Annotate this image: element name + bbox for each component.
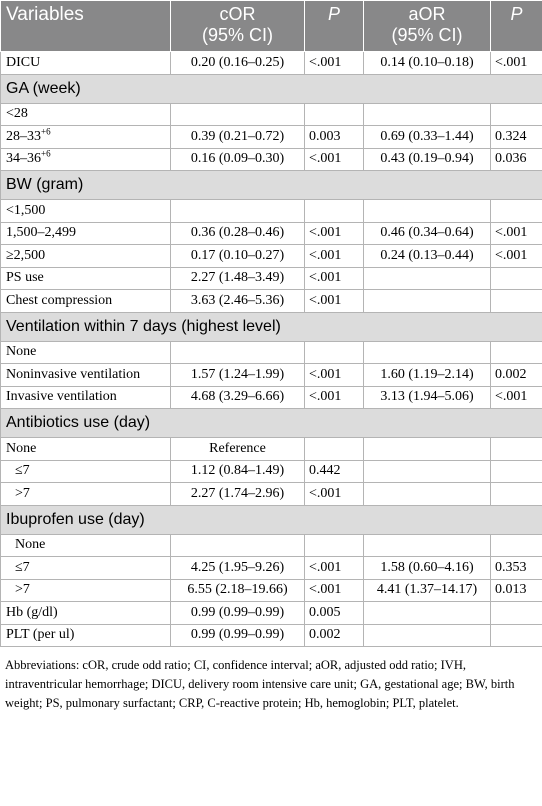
cell-cor: [171, 200, 305, 223]
cell-aor: [364, 460, 491, 483]
header-p2: P: [491, 1, 542, 52]
header-p1: P: [305, 1, 364, 52]
table-row: [1, 200, 542, 223]
row-label: [1, 148, 171, 171]
row-label: ≤7: [1, 557, 171, 580]
cell-p1: <.001: [305, 557, 364, 580]
row-label: PS use: [1, 267, 171, 290]
cell-cor: 0.39 (0.21–0.72): [171, 126, 305, 149]
section-row: [1, 74, 542, 103]
row-label: Invasive ventilation: [1, 386, 171, 409]
table-row: [1, 52, 542, 75]
cell-p2: <.001: [491, 52, 542, 75]
cell-p2: 0.324: [491, 126, 542, 149]
cell-aor: [364, 483, 491, 506]
table-row: [1, 557, 542, 580]
cell-p1: 0.442: [305, 460, 364, 483]
cell-aor: [364, 624, 491, 647]
cell-aor: [364, 438, 491, 461]
table-header: [1, 1, 542, 52]
header-cor: [171, 1, 305, 52]
cell-aor: 0.46 (0.34–0.64): [364, 222, 491, 245]
row-label: None: [1, 341, 171, 364]
cell-p2: 0.036: [491, 148, 542, 171]
row-label: ≤7: [1, 460, 171, 483]
cell-cor: 0.99 (0.99–0.99): [171, 624, 305, 647]
row-label: [1, 126, 171, 149]
cell-p1: [305, 341, 364, 364]
header-aor-ci: (95% CI): [391, 25, 463, 45]
cell-p2: <.001: [491, 222, 542, 245]
section-label: Antibiotics use (day): [1, 409, 542, 438]
row-label: Noninvasive ventilation: [1, 364, 171, 387]
section-label: Ibuprofen use (day): [1, 505, 542, 534]
cell-p1: <.001: [305, 364, 364, 387]
cell-p2: [491, 624, 542, 647]
row-label: >7: [1, 579, 171, 602]
section-label: Ventilation within 7 days (highest level): [1, 312, 542, 341]
section-row: [1, 505, 542, 534]
table-row: [1, 483, 542, 506]
cell-aor: [364, 267, 491, 290]
table-row: [1, 148, 542, 171]
cell-aor: 0.69 (0.33–1.44): [364, 126, 491, 149]
row-label: PLT (per ul): [1, 624, 171, 647]
row-label: ≥2,500: [1, 245, 171, 268]
table-row: [1, 438, 542, 461]
table-row: [1, 222, 542, 245]
row-label: <1,500: [1, 200, 171, 223]
cell-p2: [491, 103, 542, 126]
cell-cor: 0.99 (0.99–0.99): [171, 602, 305, 625]
cell-p1: [305, 534, 364, 557]
row-label: 1,500–2,499: [1, 222, 171, 245]
cell-aor: [364, 103, 491, 126]
cell-p2: [491, 341, 542, 364]
row-label: None: [1, 438, 171, 461]
row-label-text: 34–36: [6, 151, 41, 167]
cell-cor: [171, 103, 305, 126]
cell-cor: 0.36 (0.28–0.46): [171, 222, 305, 245]
section-row: [1, 171, 542, 200]
cell-aor: [364, 341, 491, 364]
cell-p1: <.001: [305, 222, 364, 245]
header-aor: [364, 1, 491, 52]
cell-p1: <.001: [305, 483, 364, 506]
cell-p2: 0.013: [491, 579, 542, 602]
row-label: >7: [1, 483, 171, 506]
cell-p2: [491, 602, 542, 625]
cell-p1: <.001: [305, 579, 364, 602]
row-label-text: 28–33: [6, 128, 41, 144]
cell-aor: 0.14 (0.10–0.18): [364, 52, 491, 75]
cell-p1: 0.002: [305, 624, 364, 647]
cell-aor: [364, 534, 491, 557]
cell-cor: [171, 341, 305, 364]
table-row: [1, 602, 542, 625]
cell-p1: <.001: [305, 267, 364, 290]
cell-cor: 0.16 (0.09–0.30): [171, 148, 305, 171]
cell-p2: 0.353: [491, 557, 542, 580]
table-row: [1, 534, 542, 557]
cell-p1: 0.005: [305, 602, 364, 625]
cell-aor: 1.60 (1.19–2.14): [364, 364, 491, 387]
cell-cor: 0.17 (0.10–0.27): [171, 245, 305, 268]
table-row: [1, 341, 542, 364]
cell-p1: [305, 200, 364, 223]
table-row: [1, 386, 542, 409]
row-label-sup: +6: [41, 126, 51, 137]
section-label: GA (week): [1, 74, 542, 103]
row-label: DICU: [1, 52, 171, 75]
row-label: None: [1, 534, 171, 557]
section-row: [1, 409, 542, 438]
cell-p1: <.001: [305, 290, 364, 313]
cell-aor: 0.24 (0.13–0.44): [364, 245, 491, 268]
cell-p2: [491, 438, 542, 461]
header-cor-ci: (95% CI): [201, 25, 273, 45]
cell-p2: <.001: [491, 245, 542, 268]
abbreviations-footnote: Abbreviations: cOR, crude odd ratio; CI, confidence interval; aOR, adjusted odd ratio; IVH, intraventricular hemorrhage; DICU, delivery room intensive care unit; GA, gestational age; BW, birth weight; PS, pulmonary surfactant; CRP, C-reactive protein; Hb, hemoglobin; PLT, platelet.: [5, 658, 515, 710]
cell-aor: 0.43 (0.19–0.94): [364, 148, 491, 171]
cell-p2: [491, 460, 542, 483]
cell-cor: 0.20 (0.16–0.25): [171, 52, 305, 75]
cell-p2: [491, 200, 542, 223]
cell-aor: 4.41 (1.37–14.17): [364, 579, 491, 602]
row-label-sup: +6: [41, 148, 51, 159]
cell-cor: 3.63 (2.46–5.36): [171, 290, 305, 313]
section-row: [1, 312, 542, 341]
cell-aor: 3.13 (1.94–5.06): [364, 386, 491, 409]
cell-aor: 1.58 (0.60–4.16): [364, 557, 491, 580]
table-row: [1, 103, 542, 126]
table-row: [1, 460, 542, 483]
cell-p2: [491, 290, 542, 313]
header-variables: Variables: [1, 1, 171, 52]
table-row: [1, 290, 542, 313]
cell-cor: 1.12 (0.84–1.49): [171, 460, 305, 483]
cell-cor: Reference: [171, 438, 305, 461]
row-label: Chest compression: [1, 290, 171, 313]
cell-p1: <.001: [305, 52, 364, 75]
table-row: [1, 364, 542, 387]
cell-p1: [305, 438, 364, 461]
cell-p2: [491, 534, 542, 557]
cell-p2: [491, 483, 542, 506]
cell-cor: 4.25 (1.95–9.26): [171, 557, 305, 580]
cell-aor: [364, 200, 491, 223]
cell-cor: 2.27 (1.74–2.96): [171, 483, 305, 506]
cell-cor: 6.55 (2.18–19.66): [171, 579, 305, 602]
row-label: Hb (g/dl): [1, 602, 171, 625]
row-label: <28: [1, 103, 171, 126]
cell-p2: [491, 267, 542, 290]
table-row: [1, 579, 542, 602]
cell-p2: <.001: [491, 386, 542, 409]
table-row: [1, 126, 542, 149]
cell-cor: 4.68 (3.29–6.66): [171, 386, 305, 409]
cell-p1: <.001: [305, 386, 364, 409]
section-label: BW (gram): [1, 171, 542, 200]
cell-aor: [364, 602, 491, 625]
header-aor-label: aOR: [408, 4, 446, 24]
cell-cor: 2.27 (1.48–3.49): [171, 267, 305, 290]
cell-p2: 0.002: [491, 364, 542, 387]
cell-cor: [171, 534, 305, 557]
cell-p1: <.001: [305, 148, 364, 171]
cell-p1: [305, 103, 364, 126]
cell-cor: 1.57 (1.24–1.99): [171, 364, 305, 387]
header-cor-label: cOR: [219, 4, 256, 24]
table-row: [1, 624, 542, 647]
table-row: [1, 267, 542, 290]
cell-p1: 0.003: [305, 126, 364, 149]
cell-p1: <.001: [305, 245, 364, 268]
cell-aor: [364, 290, 491, 313]
table-row: [1, 245, 542, 268]
